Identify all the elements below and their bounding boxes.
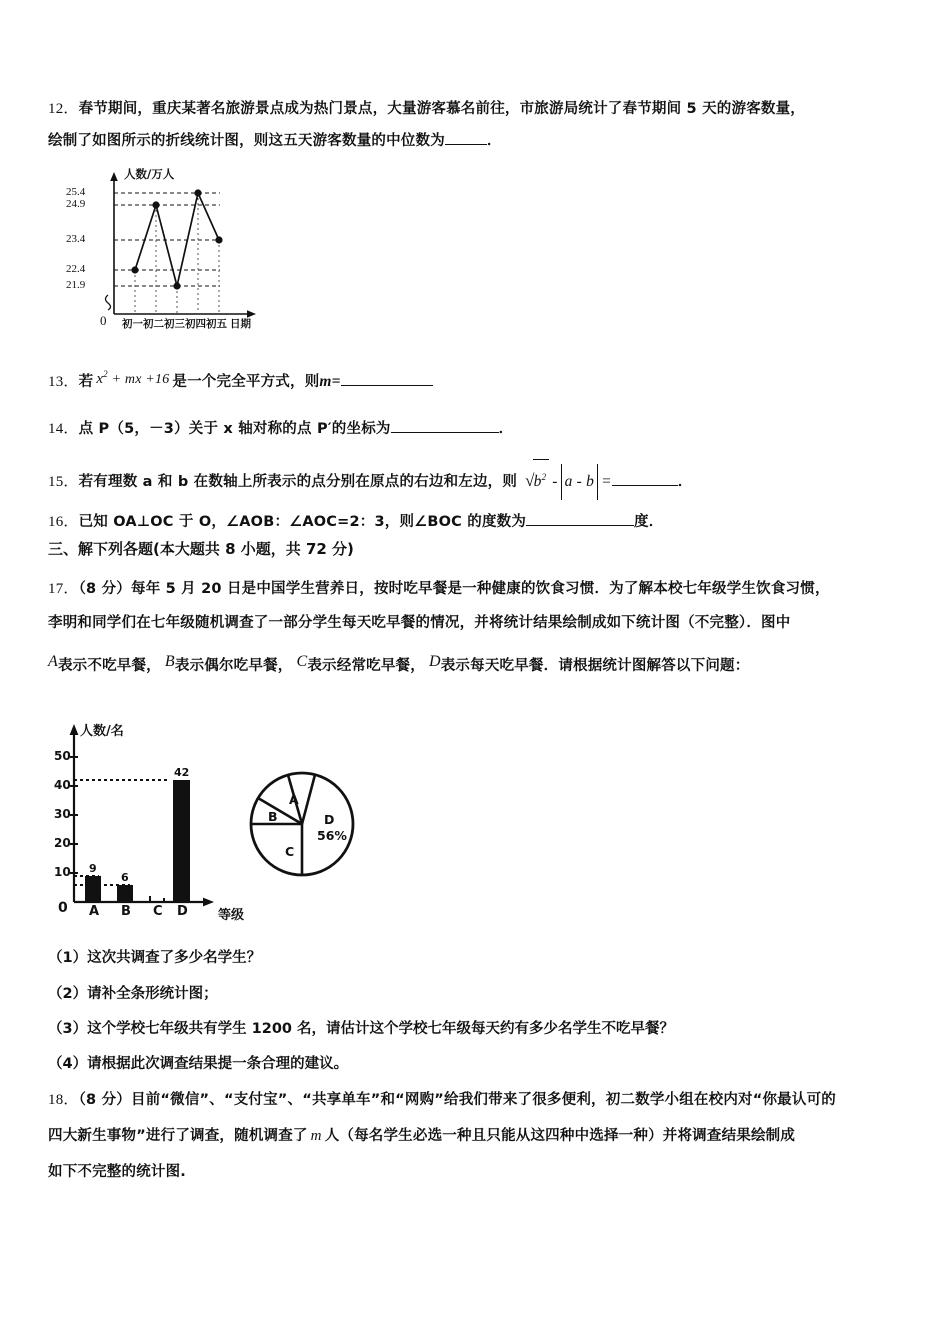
pie-percent-d: 56%: [317, 828, 347, 843]
question-13: [48, 357, 433, 399]
bar-value-b: 6: [121, 871, 129, 884]
line-chart-q12: [52, 162, 302, 342]
question-14: 14．点 P（5，－3）关于 x 轴对称的点 P′的坐标为 ．: [48, 421, 514, 437]
square-root-icon: [522, 458, 549, 499]
question-12-text-line1: 春节期间，重庆某著名旅游景点成为热门景点，大量游客慕名前往，市旅游局统计了春节期间 5 天的游客数量，: [78, 101, 805, 117]
bar-d: [173, 780, 190, 902]
bar-chart-ytick-10: 10: [54, 865, 71, 879]
question-13-number: 13．: [48, 374, 79, 391]
question-14-number: 14．: [48, 421, 79, 437]
question-13-expression: $x^2$ + mx +16: [96, 369, 170, 388]
legend-symbol-b: B: [164, 653, 175, 670]
pie-label-d: D: [324, 812, 335, 827]
question-13-var: m=: [319, 373, 341, 391]
question-15-text: 若有理数 a 和 b 在数轴上所表示的点分别在原点的右边和左边，则: [78, 474, 518, 491]
pie-chart-svg: [251, 773, 353, 875]
bar-chart-ytick-40: 40: [54, 778, 71, 792]
answer-blank-15[interactable]: [612, 485, 678, 486]
line-chart-xtick-day1: 初一: [122, 318, 143, 330]
question-15-number: 15．: [48, 474, 79, 491]
question-17-sub-4: （4）请根据此次调查结果提一条合理的建议。: [48, 1056, 349, 1072]
question-12-text-line2: 绘制了如图所示的折线统计图，则这五天游客数量的中位数为: [48, 133, 445, 149]
line-chart-xtick-day5: 初五: [206, 318, 227, 330]
bar-chart-ytick-20: 20: [54, 836, 71, 850]
question-18-text-line3: 如下不完整的统计图.: [48, 1164, 187, 1180]
question-18-line3: [48, 1155, 186, 1189]
section-3-heading: 三、解下列各题(本大题共 8 小题，共 72 分): [48, 540, 354, 558]
question-18-text-line2b: 人（每名学生必选一种且只能从这四种中选择一种）并将调查结果绘制成: [324, 1128, 796, 1144]
line-chart-svg: [52, 162, 302, 342]
question-17-number: 17．: [48, 581, 79, 597]
bar-chart-ytick-50: 50: [54, 749, 71, 763]
bar-chart-origin-label: 0: [58, 900, 68, 916]
legend-text-d: 表示每天吃早餐．请根据统计图解答以下问题：: [440, 658, 750, 674]
question-17-sub-2: （2）请补全条形统计图；: [48, 986, 218, 1002]
line-chart-xtick-day2: 初二: [143, 318, 164, 330]
legend-symbol-c: C: [296, 653, 308, 670]
line-chart-x-axis-title: 日期: [230, 318, 251, 330]
question-16-text: 已知 OA⊥OC 于 O，∠AOB：∠AOC=2：3，则∠BOC 的度数为: [78, 514, 527, 530]
question-18-variable: m: [310, 1128, 322, 1144]
line-chart-ytick-24.9: 24.9: [66, 198, 86, 210]
question-15-radicand: $b^2$: [533, 459, 550, 499]
pie-label-c: C: [285, 844, 295, 859]
line-chart-xtick-day3: 初三: [164, 318, 185, 330]
bar-a: [85, 876, 101, 902]
line-chart-ytick-25.4: 25.4: [66, 186, 86, 198]
line-chart-y-axis-title: 人数/万人: [124, 167, 175, 181]
legend-text-c: 表示经常吃早餐，: [307, 658, 425, 674]
question-15-minus: -: [552, 473, 558, 491]
bar-chart-xtick-a: A: [89, 904, 100, 919]
question-17-legend: [48, 648, 749, 680]
question-18-text-line1: 目前“微信”、“支付宝”、“共享单车”和“网购”给我们带来了很多便利，初二数学小组在校内对“你最认可的: [131, 1092, 836, 1108]
bar-chart-xtick-b: B: [121, 904, 131, 919]
question-15-equals: =: [601, 473, 612, 491]
question-17-sub-1: （1）这次共调查了多少名学生？: [48, 950, 262, 966]
bar-chart-ytick-30: 30: [54, 807, 71, 821]
pie-label-a: A: [289, 792, 299, 807]
question-18-text-line2a: 四大新生事物”进行了调查，随机调查了: [48, 1128, 308, 1144]
bar-value-a: 9: [89, 862, 97, 875]
bar-chart-y-axis-title: 人数/名: [80, 724, 124, 739]
question-17-points: （8 分）: [78, 581, 131, 597]
question-16-number: 16．: [48, 514, 79, 530]
line-chart-ytick-23.4: 23.4: [66, 233, 86, 245]
question-18-number: 18．: [48, 1092, 79, 1108]
question-18-points: （8 分）: [78, 1092, 131, 1108]
bar-b: [117, 885, 133, 902]
question-17-line2: [48, 606, 790, 640]
bar-and-pie-figure-q17: [52, 712, 392, 937]
line-chart-origin-label: 0: [100, 313, 107, 328]
legend-symbol-d: D: [428, 653, 441, 670]
question-12-line2: 绘制了如图所示的折线统计图，则这五天游客数量的中位数为 ．: [48, 133, 502, 149]
bar-value-d: 42: [174, 766, 190, 779]
pie-label-b: B: [268, 809, 278, 824]
bar-chart-xtick-d: D: [177, 904, 188, 919]
legend-text-b: 表示偶尔吃早餐，: [174, 658, 293, 674]
question-18-line1: [48, 1083, 836, 1117]
question-15: 15．若有理数 a 和 b 在数轴上所表示的点分别在原点的右边和左边，则 √ $b^2$ - a - b = ．: [48, 458, 692, 500]
legend-symbol-a: A: [48, 653, 58, 670]
question-17-sub-3: （3）这个学校七年级共有学生 1200 名，请估计这个学校七年级每天约有多少名学生不吃早餐？: [48, 1021, 675, 1037]
question-15-abs: a - b: [561, 464, 598, 500]
bar-chart-x-axis-title: 等级: [218, 908, 245, 923]
legend-text-a: 表示不吃早餐，: [57, 658, 161, 674]
answer-blank-16[interactable]: [526, 525, 634, 526]
answer-blank-14[interactable]: [391, 432, 499, 433]
line-chart-ytick-21.9: 21.9: [66, 279, 86, 291]
question-13-mid: 是一个完全平方式，则: [172, 374, 320, 391]
answer-blank-13[interactable]: [341, 385, 433, 386]
question-18-line2: [48, 1119, 795, 1153]
question-12-number: 12．: [48, 101, 79, 117]
question-14-text: 点 P（5，－3）关于 x 轴对称的点 P′的坐标为: [78, 421, 391, 437]
question-16: 16．已知 OA⊥OC 于 O，∠AOB：∠AOC=2：3，则∠BOC 的度数为 度．: [48, 514, 664, 530]
line-chart-ytick-22.4: 22.4: [66, 263, 86, 275]
question-17-text-line1: 每年 5 月 20 日是中国学生营养日，按时吃早餐是一种健康的饮食习惯．为了解本校七年级学生饮食习惯，: [131, 581, 830, 597]
question-13-prefix: 若: [78, 374, 94, 391]
bar-chart-xtick-c: C: [153, 904, 163, 919]
answer-blank-12[interactable]: [445, 144, 487, 145]
question-17-text-line2: 李明和同学们在七年级随机调查了一部分学生每天吃早餐的情况，并将统计结果绘制成如下统计图（不完整）．图中: [48, 615, 791, 631]
question-12-line1: [48, 92, 805, 126]
question-17-line1: [48, 572, 830, 606]
line-chart-xtick-day4: 初四: [185, 318, 206, 330]
